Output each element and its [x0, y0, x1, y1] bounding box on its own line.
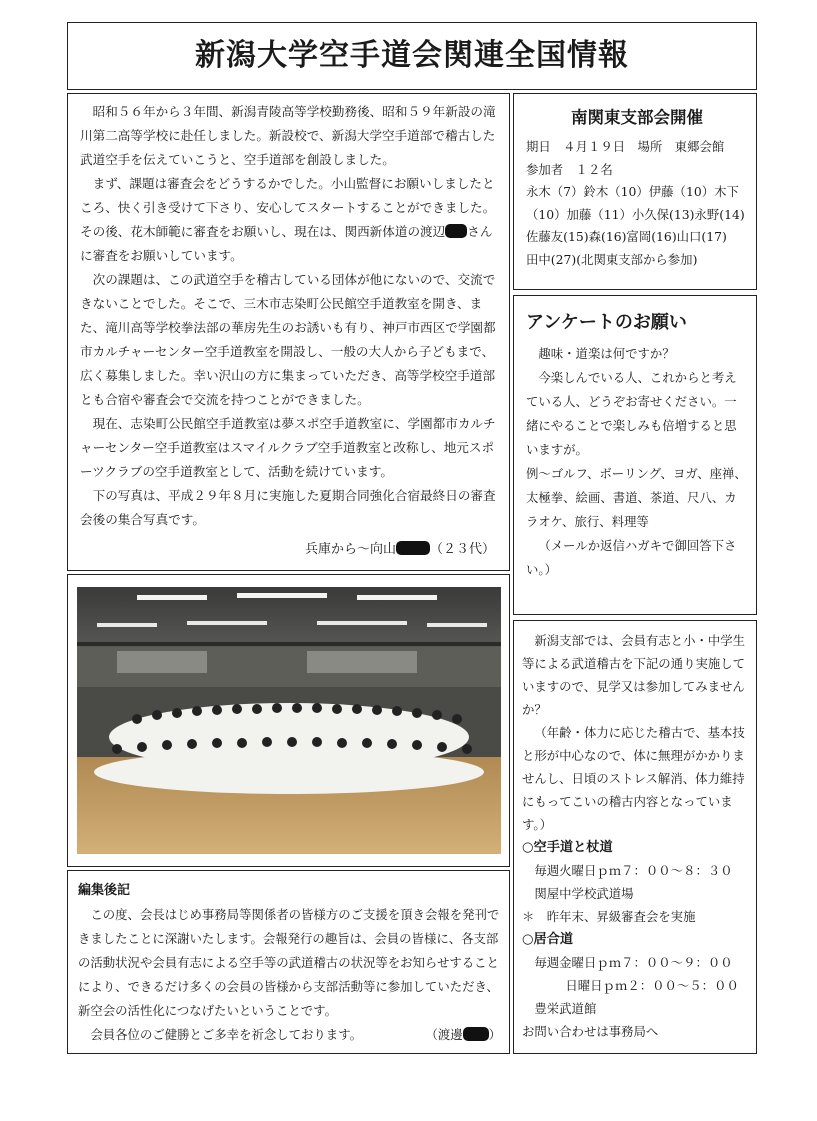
meeting-line: 永木（7）鈴木（10）伊藤（10）木下	[526, 184, 739, 199]
redaction-mark	[396, 541, 430, 555]
article-paragraph-3: 次の課題は、この武道空手を稽古している団体が他にないので、交流できないことでした。そこで、三木市志染町公民館空手道教室を開き、また、滝川高等学校拳法部の華房先生のお誘いも有り、神戸市西区で学園都市カルチャーセンター空手道教室を開設し、一般の大人から子どもまで、広く募集しました。幸い沢山の方に集まっていただき、高等学校空手道部とも合宿や審査会で交流を持つことができました。	[80, 272, 496, 407]
photo-box	[67, 574, 510, 867]
iaido-time-1: 毎週金曜日ｐｍ７：００〜９：００	[534, 955, 733, 970]
survey-line: 今楽しんでいる人、これからと考えている人、どうぞお寄せください。一緒にやることで楽しみも倍増すると思いますが。	[526, 370, 737, 457]
postscript-box	[67, 870, 510, 1054]
meeting-line: 佐藤友(15)森(16)富岡(16)山口(17)	[526, 229, 727, 244]
survey-heading: アンケートのお願い	[526, 312, 687, 333]
article-paragraph-5: 下の写真は、平成２９年８月に実施した夏期合同強化合宿最終日の審査会後の集合写真です。	[80, 488, 496, 527]
redaction-mark	[445, 224, 467, 238]
title-box	[67, 22, 757, 90]
survey-line: （メールか返信ハガキで御回答下さい。）	[526, 538, 737, 577]
article-signature: 兵庫から〜向山 （２３代）	[304, 542, 495, 557]
meeting-box	[513, 93, 757, 290]
redaction-mark	[463, 1027, 489, 1041]
survey-line: 例〜ゴルフ、ボーリング、ヨガ、座禅、太極拳、絵画、書道、茶道、尺八、カラオケ、旅行、料理等	[526, 466, 747, 529]
karate-time: 毎週火曜日ｐｍ７：００〜８：３０	[534, 863, 733, 878]
iaido-time-2: 日曜日ｐｍ２：００〜５：００	[565, 978, 739, 993]
meeting-line: （10）加藤（11）小久保(13)永野(14)	[526, 206, 745, 222]
meeting-heading: 南関東支部会開催	[571, 108, 703, 127]
survey-box	[513, 295, 757, 615]
postscript-signature: （渡邊 ）	[425, 1027, 501, 1042]
iaido-place: 豊栄武道館	[534, 1001, 597, 1016]
main-article	[67, 93, 510, 571]
branch-note: （年齢・体力に応じた稽古で、基本技と形が中心なので、体に無理がかかりませんし、日頃のストレス解消、体力維持にもってこいの稽古内容となっています。）	[522, 725, 745, 832]
meeting-line: 参加者 １２名	[526, 161, 613, 177]
group-photo	[77, 587, 501, 854]
survey-line: 趣味・道楽は何ですか？	[538, 346, 675, 361]
article-paragraph-4: 現在、志染町公民館空手道教室は夢スポ空手道教室に、学園都市カルチャーセンター空手道教室はスマイルクラブ空手道教室と改称し、地元スポーツクラブの空手道教室として、活動を続けています。	[80, 416, 496, 479]
meeting-line: 期日 ４月１９日 場所 東郷会館	[526, 139, 725, 154]
postscript-closing: 会員各位のご健勝とご多幸を祈念しております。 （渡邊 ）	[78, 1023, 501, 1047]
postscript-body: この度、会長はじめ事務局等関係者の皆様方のご支援を頂き会報を発刊できましたことに深謝いたします。会報発行の趣旨は、会員の皆様に、各支部の活動状況や会員有志による空手等の武道稽古の状況等をお知らせすることにより、できるだけ多くの会員の皆様から支部活動等に参加していただき、新空会の活性化につなげたいということです。	[78, 907, 500, 1018]
karate-place: 関屋中学校武道場	[534, 886, 634, 901]
branch-box	[513, 620, 757, 1054]
contact-note: お問い合わせは事務局へ	[522, 1024, 659, 1039]
meeting-line: 田中(27)(北関東支部から参加)	[526, 251, 698, 267]
iaido-heading: ○居合道	[522, 932, 574, 947]
article-paragraph-1: 昭和５６年から３年間、新潟青陵高等学校勤務後、昭和５９年新設の滝川第二高等学校に赴任しました。新設校で、新潟大学空手道部で稽古した武道空手を伝えていこうと、空手道部を創設しました。	[80, 104, 496, 167]
article-paragraph-2: まず、課題は審査会をどうするかでした。小山監督にお願いしましたところ、快く引き受けて下さり、安心してスタートすることができました。その後、花木師範に審査をお願いし、現在は、関西新体道の渡辺 さんに審査をお願いしています。	[80, 176, 496, 263]
karate-heading: ○空手道と杖道	[522, 840, 613, 855]
postscript-heading: 編集後記	[78, 883, 131, 898]
karate-note: ＊ 昨年末、昇級審査会を実施	[522, 909, 696, 924]
page-title: 新潟大学空手道会関連全国情報	[195, 38, 629, 73]
branch-intro: 新潟支部では、会員有志と小・中学生等による武道稽古を下記の通り実施していますので、見学又は参加してみませんか？	[522, 633, 746, 717]
